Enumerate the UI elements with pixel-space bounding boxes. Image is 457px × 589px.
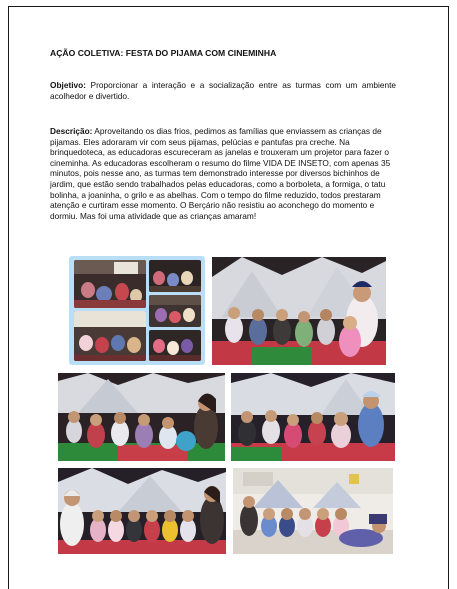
collage-tile-1 bbox=[74, 260, 146, 308]
objective-paragraph bbox=[50, 80, 396, 101]
photo-group-with-teachers bbox=[58, 468, 226, 554]
collage-tile-2 bbox=[149, 260, 201, 292]
collage-tile-3 bbox=[149, 295, 201, 327]
photo-children-with-teachers bbox=[212, 257, 386, 365]
collage-tile-4 bbox=[74, 311, 146, 361]
description-label: Descrição: bbox=[50, 126, 93, 136]
collage-tile-5 bbox=[149, 330, 201, 361]
objective-text: Proporcionar a interação e a socialização entre as turmas com um ambiente acolhedor e divertido. bbox=[50, 80, 396, 101]
photo-children-on-play-mat bbox=[231, 373, 395, 461]
document-title: AÇÃO COLETIVA: FESTA DO PIJAMA COM CINEMINHA bbox=[50, 48, 277, 58]
description-text: Aproveitando os dias frios, pedimos as famílias que enviassem as crianças de pijamas. Eles adoraram vir com seus pijamas, pelúcias e pantufas pra creche. Na brinquedoteca, as educadoras escureceram as janelas e trouxeram um projetor para fazer o cineminha. As educadoras escolheram o resumo do filme VIDA DE INSETO, com apenas 35 minutos, pois nesse ano, as turmas tem demonstrado interesse por diversos bichinhos de jardim, que estão sendo trabalhados pelas educadoras, como a borboleta, a formiga, o tatu bolinha, a joaninha, o grilo e as abelhas. Com o tempo do filme reduzido, todos prestaram atenção e curtiram esse momento. O Berçário não resistiu ao aconchego do momento e dormiu. Mas foi uma atividade que as crianças amaram! bbox=[50, 126, 391, 221]
description-paragraph bbox=[50, 126, 396, 221]
objective-label: Objetivo: bbox=[50, 80, 86, 90]
photo-children-under-tent bbox=[58, 373, 225, 461]
photo-collage bbox=[69, 256, 205, 365]
photo-group-with-tents bbox=[233, 468, 393, 554]
